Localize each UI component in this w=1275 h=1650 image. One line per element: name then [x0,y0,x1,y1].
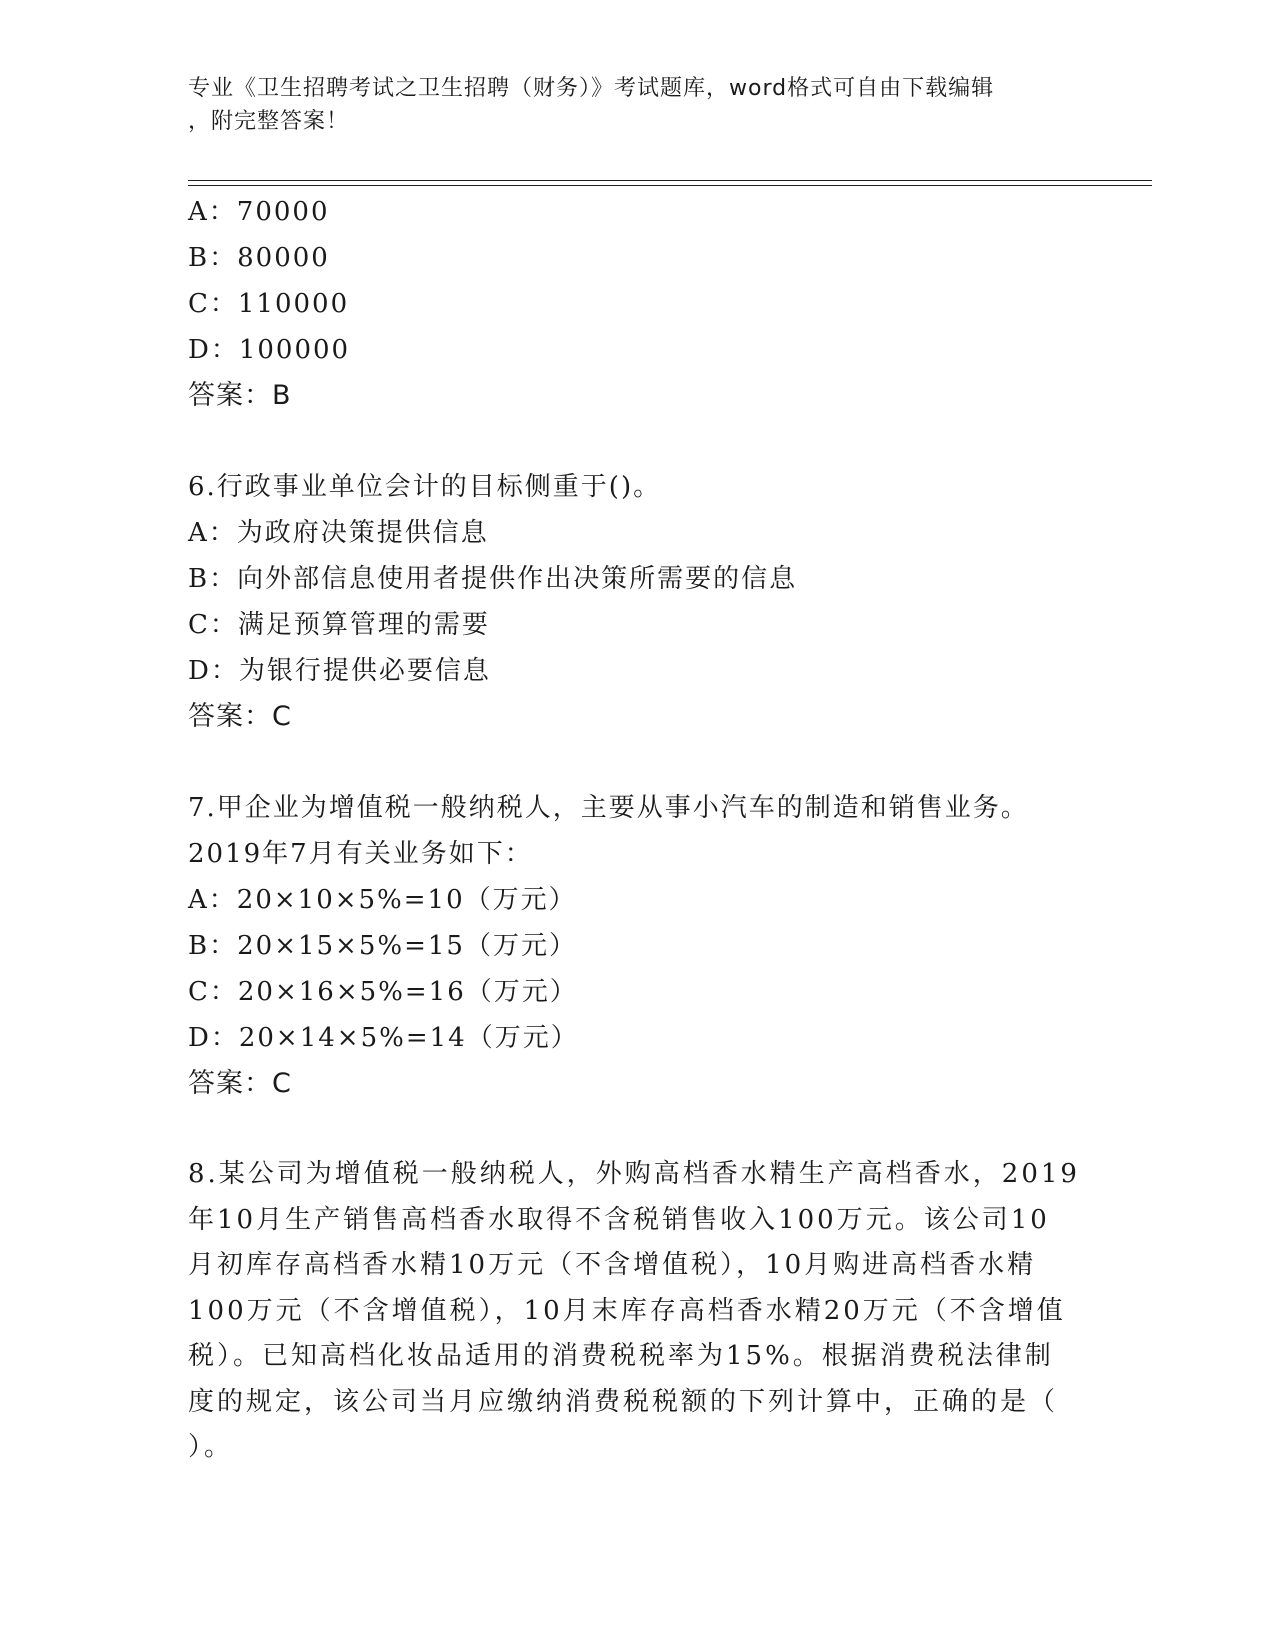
header-rule-bottom [188,185,1152,186]
header-rule-top [188,180,1152,181]
question-stem-line: 2019年7月有关业务如下： [188,839,533,869]
option-a: A：70000 [188,197,330,227]
header-line-1: 专业《卫生招聘考试之卫生招聘（财务）》考试题库，word格式可自由下载编辑 [188,76,995,101]
option-c: C：满足预算管理的需要 [188,610,490,640]
question-stem-line: 月初库存高档香水精10万元（不含增值税），10月购进高档香水精 [188,1250,1037,1280]
question-7 [188,785,1088,1107]
spacer [188,740,1088,785]
question-stem-line: 税）。已知高档化妆品适用的消费税税率为15%。根据消费税法律制 [188,1341,1054,1371]
spacer [188,419,1088,464]
question-stem-line: 8.某公司为增值税一般纳税人，外购高档香水精生产高档香水，2019 [188,1159,1080,1189]
question-stem: 6.行政事业单位会计的目标侧重于()。 [188,472,662,502]
answer: 答案：B [188,380,292,411]
question-5 [188,189,1088,419]
spacer [188,1107,1088,1152]
option-c: C：110000 [188,289,350,319]
option-b: B：80000 [188,243,330,273]
question-stem-line: 7.甲企业为增值税一般纳税人，主要从事小汽车的制造和销售业务。 [188,793,1029,823]
option-b: B：20×15×5%=15（万元） [188,931,577,961]
answer: 答案：C [188,1068,292,1099]
question-6 [188,464,1088,740]
question-stem-line: 100万元（不含增值税），10月末库存高档香水精20万元（不含增值 [188,1295,1066,1326]
question-stem-line: 年10月生产销售高档香水取得不含税销售收入100万元。该公司10 [188,1204,1050,1235]
option-d: D：为银行提供必要信息 [188,656,491,686]
question-8 [188,1152,1088,1471]
header-line-2: ，附完整答案！ [188,109,350,134]
answer: 答案：C [188,701,292,732]
option-a: A：为政府决策提供信息 [188,518,489,548]
option-d: D：20×14×5%=14（万元） [188,1023,579,1053]
question-stem-line: 度的规定，该公司当月应缴纳消费税税额的下列计算中，正确的是（ [188,1386,1059,1417]
option-d: D：100000 [188,335,351,365]
question-stem-line: ）。 [188,1432,234,1462]
option-c: C：20×16×5%=16（万元） [188,977,578,1007]
document-header [188,72,1088,138]
question-content [188,189,1088,1471]
option-b: B：向外部信息使用者提供作出决策所需要的信息 [188,564,798,594]
option-a: A：20×10×5%=10（万元） [188,885,577,915]
